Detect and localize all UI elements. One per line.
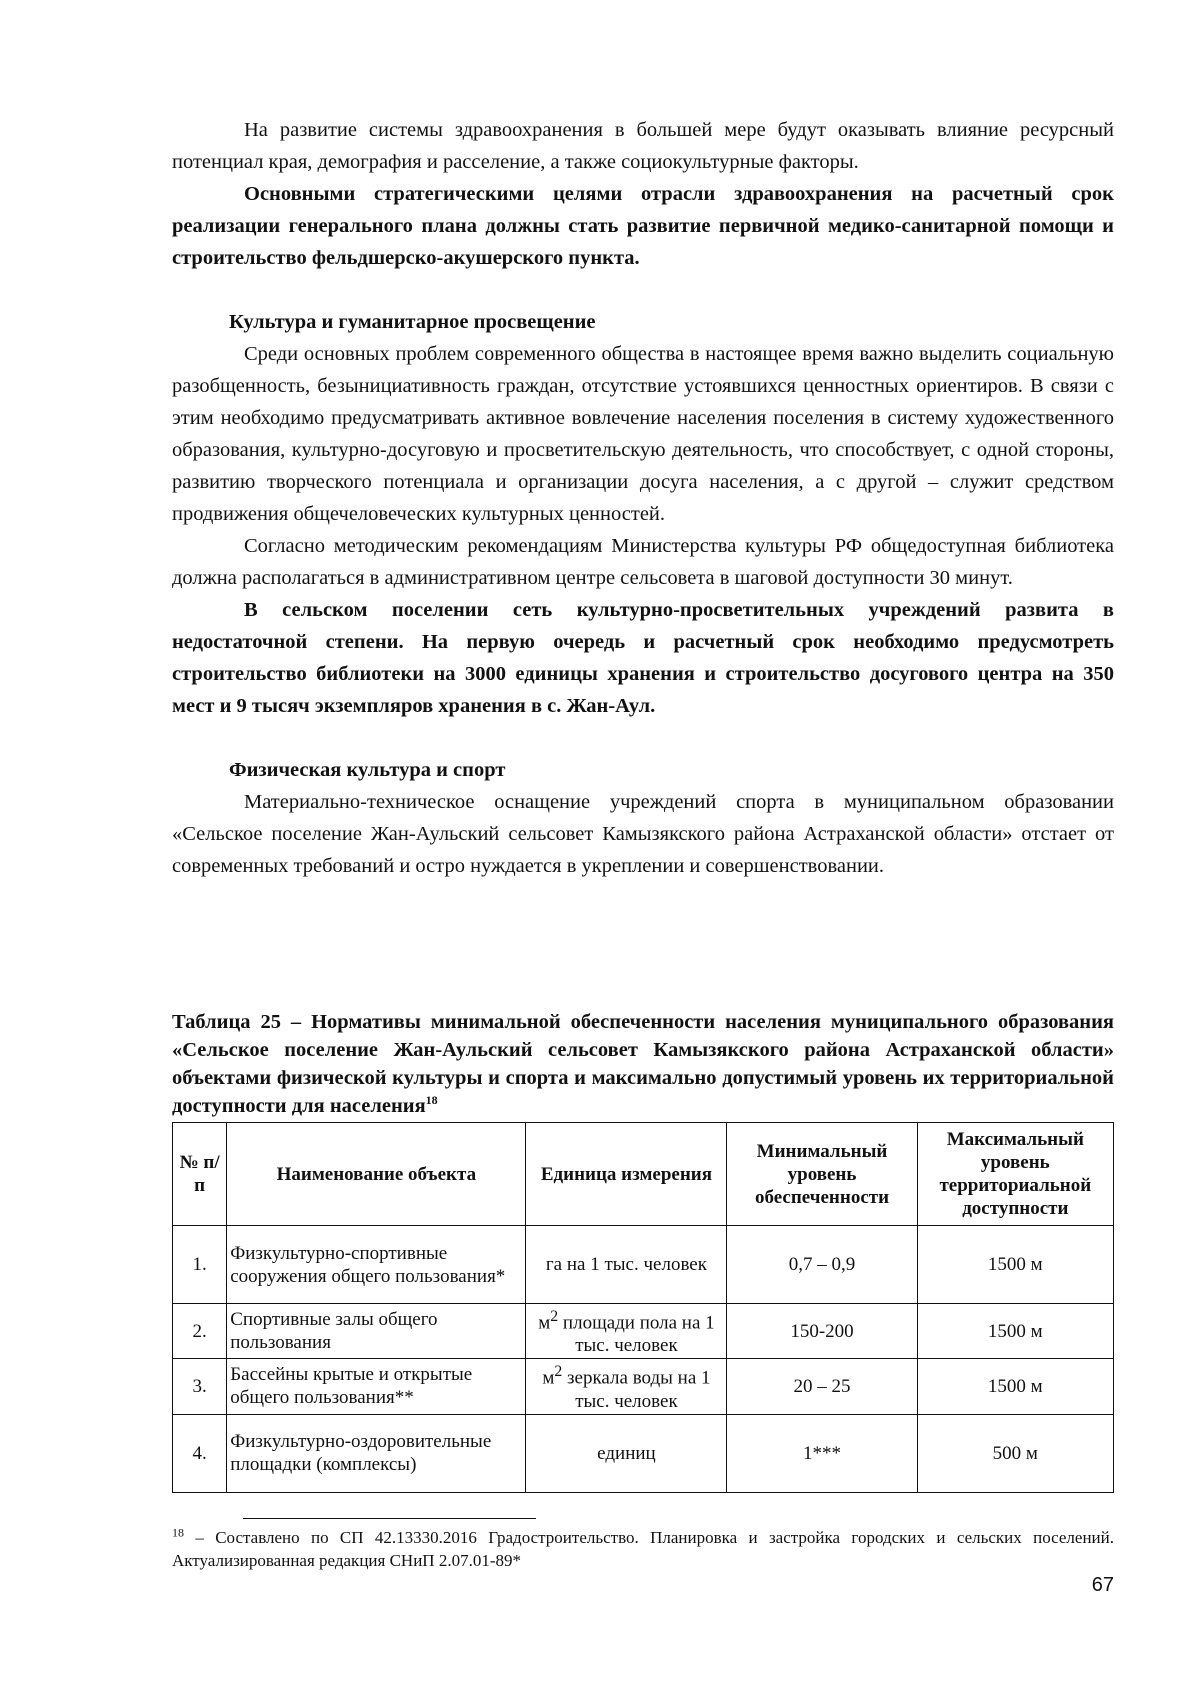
table-caption (172, 1008, 1114, 1120)
footnote-number: 18 (172, 1525, 184, 1540)
unit-base: м (542, 1367, 555, 1389)
header-min: Минимальный уровень обеспеченности (727, 1123, 917, 1226)
paragraph-health-goal: Основными стратегическими целями отрасли здравоохранения на расчетный срок реализации генерального плана должны стать развитие первичной медико-санитарной помощи и строительство фельдшерско-акушерского пункта. (172, 183, 1114, 269)
footnote-separator (243, 1518, 536, 1519)
header-name: Наименование объекта (227, 1123, 526, 1226)
table-row (173, 1359, 1114, 1414)
cell-min: 150-200 (727, 1304, 917, 1359)
footnote-text: – Составлено по СП 42.13330.2016 Градостроительство. Планировка и застройка городских и сельских поселений. Актуализированная редакция СНиП 2.07.01-89* (172, 1528, 1114, 1570)
cell-min: 1*** (727, 1414, 917, 1492)
cell-num: 3. (173, 1359, 227, 1414)
heading-culture: Культура и гуманитарное просвещение (229, 311, 596, 333)
cell-num: 1. (173, 1226, 227, 1304)
table-caption-text: Таблица 25 – Нормативы минимальной обеспеченности населения муниципального образования «Сельское поселение Жан-Аульский сельсовет Камызякского района Астраханской области» объектами физической культуры и спорта и максимально допустимый уровень их территориальной доступности для населения (172, 1011, 1114, 1117)
unit-rest: зеркала воды на 1 тыс. человек (567, 1367, 711, 1412)
paragraph-sport-1: Материально-техническое оснащение учреждений спорта в муниципальном образовании «Сельское поселение Жан-Аульский сельсовет Камызякского района Астраханской области» отстает от современных требований и остро нуждается в укреплении и совершенствовании. (172, 791, 1114, 877)
footnote (172, 1526, 1114, 1572)
table-row (173, 1226, 1114, 1304)
cell-name: Физкультурно-спортивные сооружения общего пользования* (227, 1226, 526, 1304)
paragraph-culture-1: Среди основных проблем современного общества в настоящее время важно выделить социальную разобщенность, безынициативность граждан, отсутствие устоявшихся ценностных ориентиров. В связи с этим необходимо предусматривать активное вовлечение населения поселения в систему художественного образования, культурно-досуговую и просветительскую деятельность, что способствует, с одной стороны, развитию творческого потенциала и организации досуга населения, а с другой – служит средством продвижения общечеловеческих культурных ценностей. (172, 343, 1114, 525)
unit-base: м (538, 1312, 551, 1334)
unit-rest: площади пола на 1 тыс. человек (562, 1312, 715, 1357)
table-row (173, 1414, 1114, 1492)
cell-unit: единиц (526, 1414, 727, 1492)
footnote-ref: 18 (425, 1093, 438, 1108)
paragraph-culture-goal: В сельском поселении сеть культурно-просветительных учреждений развита в недостаточной степени. На первую очередь и расчетный срок необходимо предусмотреть строительство библиотеки на 3000 единицы хранения и строительство досугового центра на 350 мест и 9 тысяч экземпляров хранения в с. Жан-Аул. (172, 599, 1114, 717)
cell-max: 1500 м (917, 1304, 1113, 1359)
cell-max: 1500 м (917, 1359, 1113, 1414)
header-num: № п/п (173, 1123, 227, 1226)
cell-max: 1500 м (917, 1226, 1113, 1304)
cell-name: Спортивные залы общего пользования (227, 1304, 526, 1359)
cell-name: Физкультурно-оздоровительные площадки (комплексы) (227, 1414, 526, 1492)
cell-unit (526, 1304, 727, 1359)
cell-num: 2. (173, 1304, 227, 1359)
cell-name: Бассейны крытые и открытые общего пользования** (227, 1359, 526, 1414)
unit-sup: 2 (550, 1308, 559, 1325)
header-unit: Единица измерения (526, 1123, 727, 1226)
cell-min: 0,7 – 0,9 (727, 1226, 917, 1304)
paragraph-health-factors: На развитие системы здравоохранения в большей мере будут оказывать влияние ресурсный потенциал края, демография и расселение, а также социокультурные факторы. (172, 119, 1114, 173)
table-row (173, 1304, 1114, 1359)
cell-unit (526, 1359, 727, 1414)
unit-sup: 2 (554, 1363, 563, 1381)
paragraph-culture-2: Согласно методическим рекомендациям Министерства культуры РФ общедоступная библиотека должна располагаться в административном центре сельсовета в шаговой доступности 30 минут. (172, 535, 1114, 589)
page-number: 67 (1091, 1574, 1114, 1596)
cell-max: 500 м (917, 1414, 1113, 1492)
heading-sport: Физическая культура и спорт (229, 759, 506, 781)
body-text (172, 114, 1114, 882)
table-header-row (173, 1123, 1114, 1226)
cell-min: 20 – 25 (727, 1359, 917, 1414)
norms-table (172, 1122, 1114, 1493)
cell-num: 4. (173, 1414, 227, 1492)
cell-unit: га на 1 тыс. человек (526, 1226, 727, 1304)
header-max: Максимальный уровень территориальной доступности (917, 1123, 1113, 1226)
